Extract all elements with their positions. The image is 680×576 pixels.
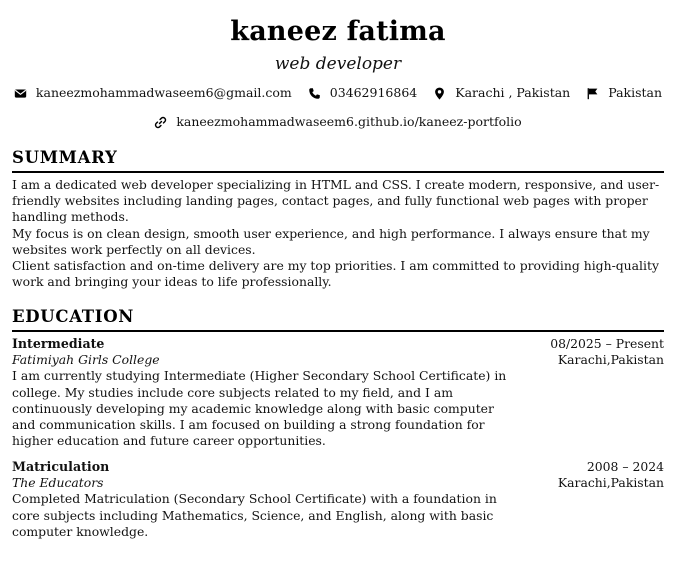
contact-email[interactable] — [14, 84, 292, 102]
degree-name: Intermediate — [12, 336, 105, 352]
section-title-summary: SUMMARY — [12, 148, 664, 173]
contact-phone[interactable] — [308, 84, 417, 102]
map-pin-icon — [433, 87, 446, 100]
education-section — [12, 307, 664, 540]
contact-country — [586, 84, 662, 102]
person-name: kaneez fatima — [230, 16, 446, 47]
school-name: The Educators — [12, 475, 104, 491]
school-name: Fatimiyah Girls College — [12, 352, 160, 368]
summary-section — [12, 148, 664, 290]
education-details — [12, 336, 512, 449]
education-location: Karachi,Pakistan — [557, 352, 664, 368]
education-dates: 08/2025 – Present — [550, 336, 664, 352]
education-meta — [558, 459, 664, 491]
link-icon — [154, 116, 167, 129]
section-title-education: EDUCATION — [12, 307, 664, 332]
flag-icon — [586, 87, 599, 100]
location-text: Karachi , Pakistan — [455, 85, 571, 100]
summary-paragraph: Client satisfaction and on-time delivery are my top priorities. I am committed to providing high-quality work and bringing your ideas to life professionally. — [12, 258, 659, 290]
phone-text: 03462916864 — [329, 85, 418, 100]
education-entry — [12, 459, 664, 540]
resume-header — [12, 0, 664, 131]
education-entry-header — [12, 336, 664, 449]
portfolio-row — [12, 113, 664, 131]
portfolio-link[interactable] — [154, 113, 521, 131]
phone-icon — [308, 87, 321, 100]
portfolio-url: kaneezmohammadwaseem6.github.io/kaneez-portfolio — [176, 114, 522, 129]
education-details — [12, 459, 512, 540]
education-description: I am currently studying Intermediate (Higher Secondary School Certificate) in college. My studies include core subjects related to my field, and I am continuously developing my academic knowledge along with basic computer and communication skills. I am focused on building a strong foundation for higher education and future career opportunities. — [12, 368, 507, 449]
job-title: web developer — [274, 54, 402, 74]
education-entry-header — [12, 459, 664, 540]
envelope-icon — [14, 87, 27, 100]
education-description: Completed Matriculation (Secondary School Certificate) with a foundation in core subjects including Mathematics, Science, and English, along with basic computer knowledge. — [12, 491, 497, 539]
education-dates: 2008 – 2024 — [586, 459, 664, 475]
country-text: Pakistan — [608, 85, 663, 100]
education-location: Karachi,Pakistan — [557, 475, 664, 491]
summary-paragraph: My focus is on clean design, smooth user experience, and high performance. I always ensure that my websites work perfectly on all devices. — [12, 225, 650, 257]
summary-paragraph: I am a dedicated web developer specializing in HTML and CSS. I create modern, responsive, and user-friendly websites including landing pages, contact pages, and fully functional web pages with proper handling methods. — [12, 177, 660, 225]
education-meta — [550, 336, 664, 368]
contact-row — [12, 84, 664, 102]
degree-name: Matriculation — [12, 459, 110, 475]
education-entry — [12, 336, 664, 449]
email-text: kaneezmohammadwaseem6@gmail.com — [35, 85, 292, 100]
contact-location — [433, 84, 570, 102]
